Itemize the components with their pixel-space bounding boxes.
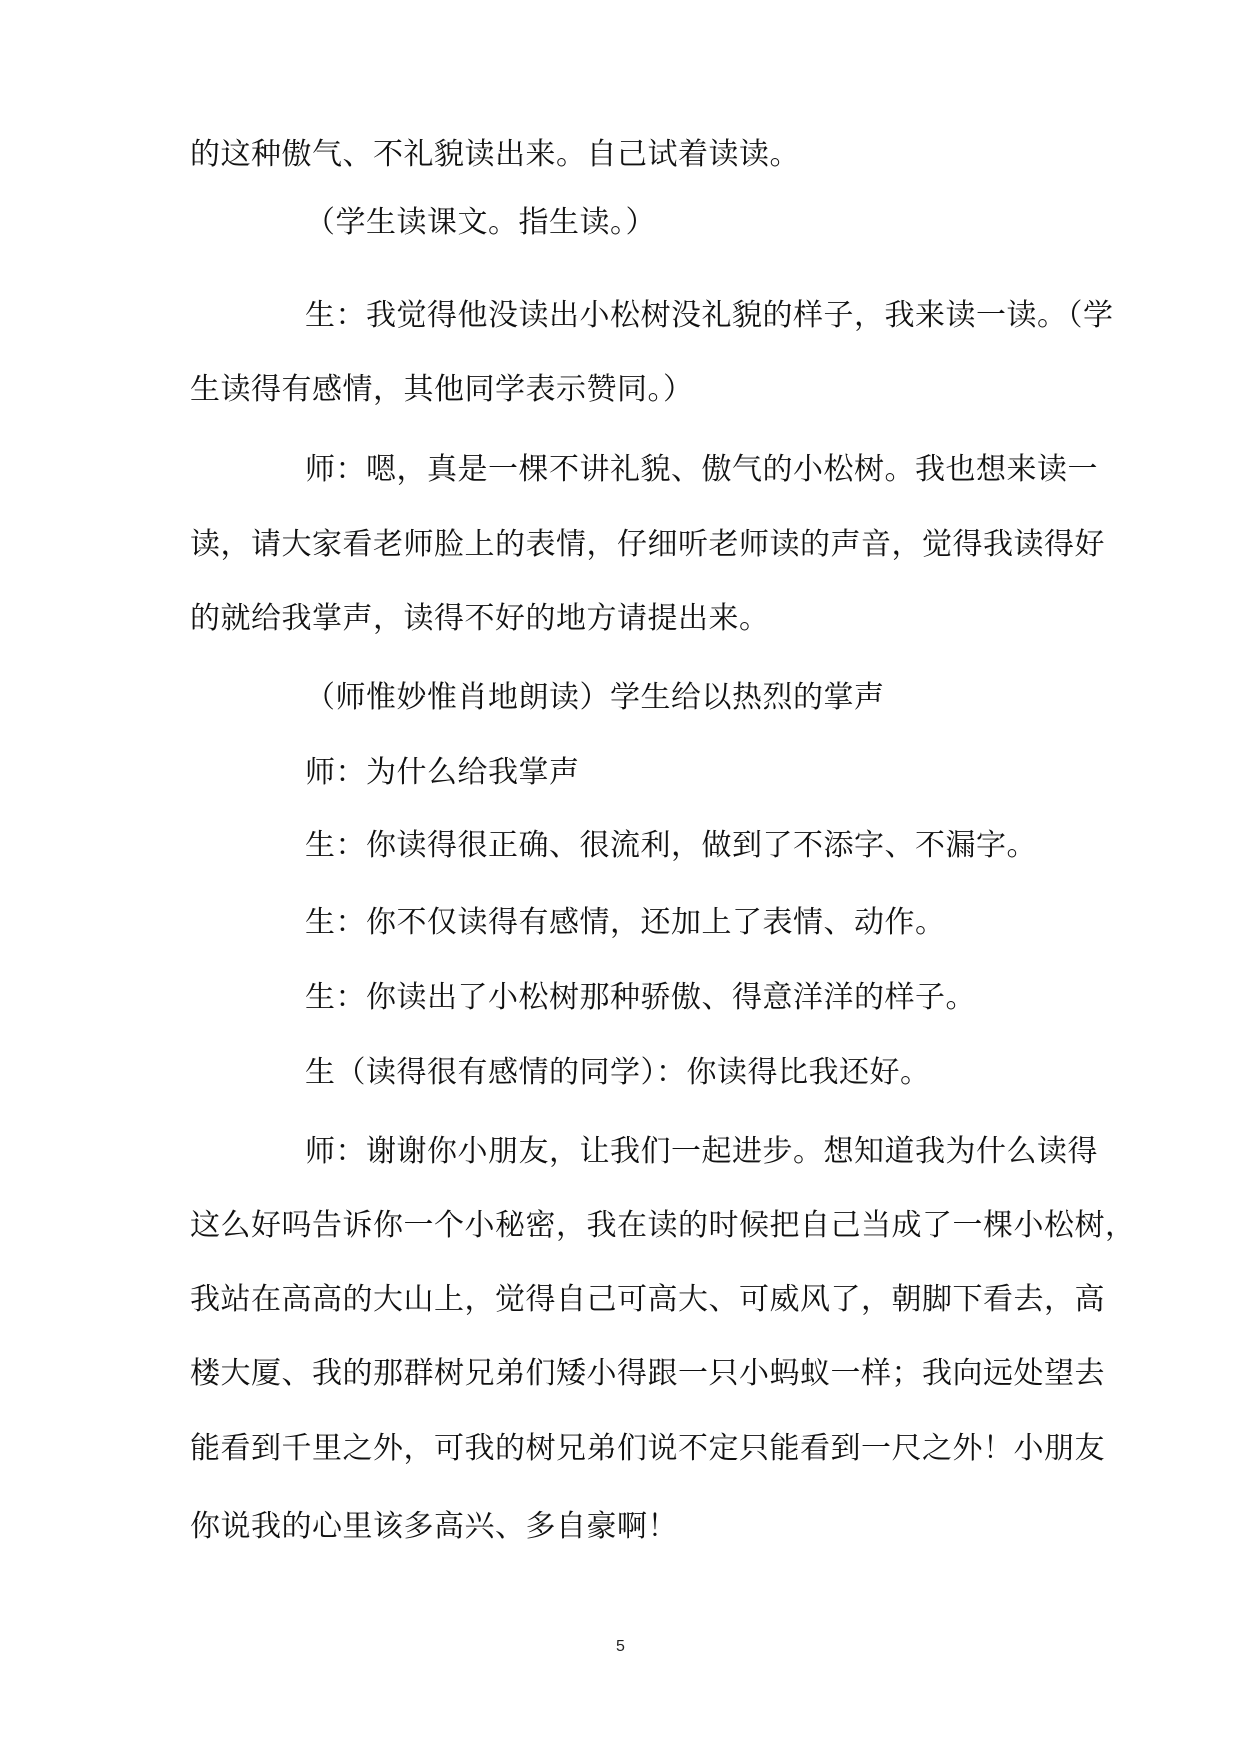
text-line: 生：你不仅读得有感情，还加上了表情、动作。 [305,905,946,940]
text-line: 生：你读得很正确、很流利，做到了不添字、不漏字。 [305,828,1037,863]
text-line: 这么好吗告诉你一个小秘密，我在读的时候把自己当成了一棵小松树， [190,1208,1136,1243]
text-line: 楼大厦、我的那群树兄弟们矮小得跟一只小蚂蚁一样；我向远处望去 [190,1356,1105,1391]
text-line: 师：谢谢你小朋友，让我们一起进步。想知道我为什么读得 [305,1134,1098,1169]
text-line: 能看到千里之外，可我的树兄弟们说不定只能看到一尺之外！小朋友 [190,1431,1105,1466]
text-line: （学生读课文。指生读。） [305,205,656,240]
text-line: 生：我觉得他没读出小松树没礼貌的样子，我来读一读。（学 [305,298,1114,333]
text-line: 的这种傲气、不礼貌读出来。自己试着读读。 [190,137,800,172]
text-line: 师：嗯，真是一棵不讲礼貌、傲气的小松树。我也想来读一 [305,452,1098,487]
text-line: 生（读得很有感情的同学）：你读得比我还好。 [305,1055,931,1090]
text-line: 读，请大家看老师脸上的表情，仔细听老师读的声音，觉得我读得好 [190,527,1105,562]
text-line: 生：你读出了小松树那种骄傲、得意洋洋的样子。 [305,980,976,1015]
text-line: （师惟妙惟肖地朗读）学生给以热烈的掌声 [305,680,885,715]
text-line: 你说我的心里该多高兴、多自豪啊！ [190,1509,678,1544]
text-line: 我站在高高的大山上，觉得自己可高大、可威风了，朝脚下看去，高 [190,1282,1105,1317]
text-line: 生读得有感情，其他同学表示赞同。） [190,372,694,407]
text-line: 师：为什么给我掌声 [305,755,580,790]
page-number: 5 [616,1638,625,1655]
text-line: 的就给我掌声，读得不好的地方请提出来。 [190,601,770,636]
